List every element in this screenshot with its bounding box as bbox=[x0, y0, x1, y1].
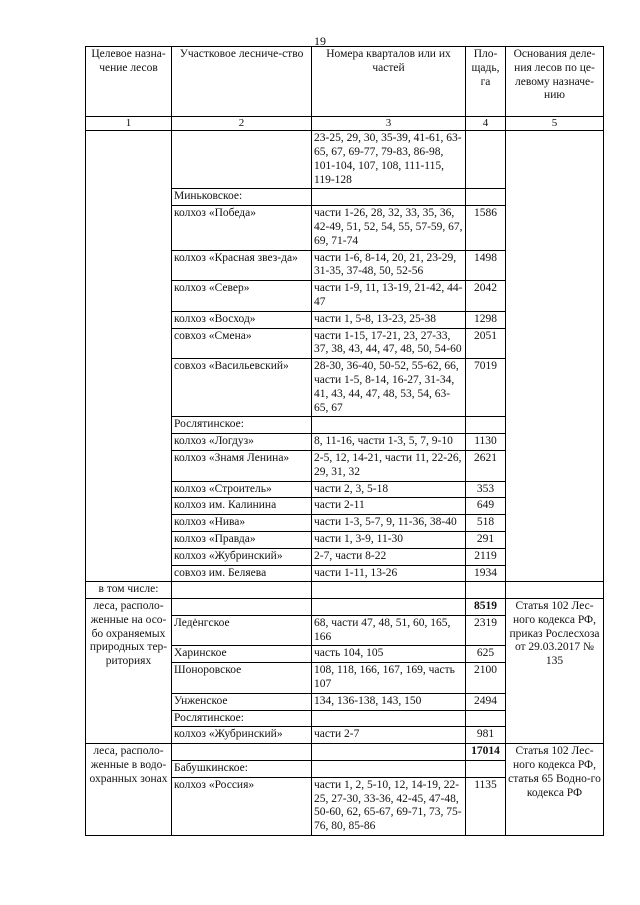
area-cell bbox=[466, 417, 506, 434]
in-total-label: в том числе: bbox=[86, 582, 172, 599]
forestry-cell: колхоз «Строитель» bbox=[172, 481, 312, 498]
header-purpose: Целевое назна-чение лесов bbox=[86, 47, 172, 117]
header-row bbox=[86, 47, 604, 117]
basis-cell bbox=[506, 582, 604, 599]
forestry-cell: колхоз «Жубринский» bbox=[172, 727, 312, 744]
quarters-cell: части 2, 3, 5-18 bbox=[312, 481, 466, 498]
quarters-cell bbox=[312, 761, 466, 778]
area-cell: 2042 bbox=[466, 281, 506, 312]
area-cell: 2051 bbox=[466, 328, 506, 359]
area-cell bbox=[466, 761, 506, 778]
area-cell: 2621 bbox=[466, 450, 506, 481]
forestry-cell: колхоз «Красная звез-да» bbox=[172, 250, 312, 281]
forestry-cell: Шоноровское bbox=[172, 663, 312, 694]
area-cell: 1586 bbox=[466, 206, 506, 250]
area-cell: 1130 bbox=[466, 434, 506, 451]
forestry-cell: Рослятинское: bbox=[172, 710, 312, 727]
area-cell: 7019 bbox=[466, 359, 506, 417]
forestry-cell: Рослятинское: bbox=[172, 417, 312, 434]
area-cell: 981 bbox=[466, 727, 506, 744]
header-basis: Основания деле-ния лесов по це-левому назначе-нию bbox=[506, 47, 604, 117]
forestry-cell: колхоз «Жубринский» bbox=[172, 548, 312, 565]
column-number: 4 bbox=[466, 117, 506, 131]
quarters-cell bbox=[312, 710, 466, 727]
area-cell: 518 bbox=[466, 515, 506, 532]
forestry-cell: колхоз «Нива» bbox=[172, 515, 312, 532]
quarters-cell bbox=[312, 189, 466, 206]
forestry-cell: колхоз «Победа» bbox=[172, 206, 312, 250]
forestry-cell: Харинское bbox=[172, 646, 312, 663]
forestry-cell: колхоз «Логдуз» bbox=[172, 434, 312, 451]
area-cell: 291 bbox=[466, 531, 506, 548]
forestry-cell: совхоз «Смена» bbox=[172, 328, 312, 359]
purpose-cell-empty bbox=[86, 131, 172, 582]
forestry-cell: колхоз «Правда» bbox=[172, 531, 312, 548]
protected-category: леса, располо-женные на осо-бо охраняемых природных тер-риториях bbox=[86, 599, 172, 744]
quarters-cell: 68, части 47, 48, 51, 60, 165, 166 bbox=[312, 615, 466, 646]
column-number-row bbox=[86, 117, 604, 131]
quarters-cell: 8, 11-16, части 1-3, 5, 7, 9-10 bbox=[312, 434, 466, 451]
quarters-cell: 2-7, части 8-22 bbox=[312, 548, 466, 565]
area-cell: 649 bbox=[466, 498, 506, 515]
area-cell bbox=[466, 131, 506, 189]
column-number: 5 bbox=[506, 117, 604, 131]
column-number: 3 bbox=[312, 117, 466, 131]
area-cell: 1498 bbox=[466, 250, 506, 281]
forestry-cell: совхоз им. Беляева bbox=[172, 565, 312, 582]
water-total-area: 17014 bbox=[466, 744, 506, 761]
forestry-cell: Ледėнгское bbox=[172, 615, 312, 646]
area-cell: 353 bbox=[466, 481, 506, 498]
quarters-cell: части 1-3, 5-7, 9, 11-36, 38-40 bbox=[312, 515, 466, 532]
quarters-cell: части 1, 5-8, 13-23, 25-38 bbox=[312, 311, 466, 328]
forestry-cell: совхоз «Васильевский» bbox=[172, 359, 312, 417]
area-cell bbox=[466, 189, 506, 206]
in-total-row bbox=[86, 582, 604, 599]
forest-purpose-table bbox=[85, 46, 604, 836]
quarters-cell: части 1, 3-9, 11-30 bbox=[312, 531, 466, 548]
quarters-cell: 23-25, 29, 30, 35-39, 41-61, 63-65, 67, 69-77, 79-83, 86-98, 101-104, 107, 108, 111-115, 119-128 bbox=[312, 131, 466, 189]
area-cell: 2119 bbox=[466, 548, 506, 565]
forestry-cell bbox=[172, 599, 312, 616]
protected-basis: Статья 102 Лес-ного кодекса РФ, приказ Рослесхоза от 29.03.2017 № 135 bbox=[506, 599, 604, 744]
page-number: 19 bbox=[314, 34, 326, 48]
quarters-cell: части 1-6, 8-14, 20, 21, 23-29, 31-35, 37-48, 50, 52-56 bbox=[312, 250, 466, 281]
protected-total-area: 8519 bbox=[466, 599, 506, 616]
area-cell: 1298 bbox=[466, 311, 506, 328]
column-number: 2 bbox=[172, 117, 312, 131]
forestry-cell: Унженское bbox=[172, 693, 312, 710]
quarters-cell: часть 104, 105 bbox=[312, 646, 466, 663]
forestry-cell: колхоз «Восход» bbox=[172, 311, 312, 328]
area-cell bbox=[466, 710, 506, 727]
forestry-cell: Бабушкинское: bbox=[172, 761, 312, 778]
quarters-cell: 134, 136-138, 143, 150 bbox=[312, 693, 466, 710]
header-quarters: Номера кварталов или их частей bbox=[312, 47, 466, 117]
forestry-cell: Миньковское: bbox=[172, 189, 312, 206]
quarters-cell: части 1-9, 11, 13-19, 21-42, 44-47 bbox=[312, 281, 466, 312]
forestry-cell bbox=[172, 582, 312, 599]
forestry-cell: колхоз «Знамя Ленина» bbox=[172, 450, 312, 481]
quarters-cell: части 1-26, 28, 32, 33, 35, 36, 42-49, 51, 52, 54, 55, 57-59, 67, 69, 71-74 bbox=[312, 206, 466, 250]
quarters-cell bbox=[312, 599, 466, 616]
forestry-cell bbox=[172, 744, 312, 761]
quarters-cell: части 1-11, 13-26 bbox=[312, 565, 466, 582]
quarters-cell bbox=[312, 417, 466, 434]
protected-total-row bbox=[86, 599, 604, 616]
area-cell: 625 bbox=[466, 646, 506, 663]
area-cell bbox=[466, 582, 506, 599]
quarters-cell bbox=[312, 582, 466, 599]
area-cell: 1934 bbox=[466, 565, 506, 582]
quarters-cell: части 2-7 bbox=[312, 727, 466, 744]
quarters-cell: 28-30, 36-40, 50-52, 55-62, 66, части 1-5, 8-14, 16-27, 31-34, 41, 43, 44, 47, 48, 53, 54, 63-65, 67 bbox=[312, 359, 466, 417]
quarters-cell: 108, 118, 166, 167, 169, часть 107 bbox=[312, 663, 466, 694]
quarters-cell: части 1-15, 17-21, 23, 27-33, 37, 38, 43, 44, 47, 48, 50, 54-60 bbox=[312, 328, 466, 359]
column-number: 1 bbox=[86, 117, 172, 131]
header-area: Пло-щадь, га bbox=[466, 47, 506, 117]
quarters-cell: части 2-11 bbox=[312, 498, 466, 515]
area-cell: 2319 bbox=[466, 615, 506, 646]
forestry-cell bbox=[172, 131, 312, 189]
area-cell: 2100 bbox=[466, 663, 506, 694]
area-cell: 1135 bbox=[466, 777, 506, 835]
quarters-cell: части 1, 2, 5-10, 12, 14-19, 22-25, 27-30, 33-36, 42-45, 47-48, 50-60, 62, 65-67, 69-71, 73, 75-76, 80, 85-86 bbox=[312, 777, 466, 835]
water-total-row bbox=[86, 744, 604, 761]
forestry-cell: колхоз им. Калинина bbox=[172, 498, 312, 515]
quarters-cell bbox=[312, 744, 466, 761]
header-forestry: Участковое лесниче-ство bbox=[172, 47, 312, 117]
forestry-cell: колхоз «Россия» bbox=[172, 777, 312, 835]
forestry-cell: колхоз «Север» bbox=[172, 281, 312, 312]
water-category: леса, располо-женные в водо-охранных зонах bbox=[86, 744, 172, 836]
area-cell: 2494 bbox=[466, 693, 506, 710]
table-row bbox=[86, 131, 604, 189]
quarters-cell: 2-5, 12, 14-21, части 11, 22-26, 29, 31, 32 bbox=[312, 450, 466, 481]
basis-cell-empty bbox=[506, 131, 604, 582]
water-basis: Статья 102 Лес-ного кодекса РФ, статья 65 Водно-го кодекса РФ bbox=[506, 744, 604, 836]
